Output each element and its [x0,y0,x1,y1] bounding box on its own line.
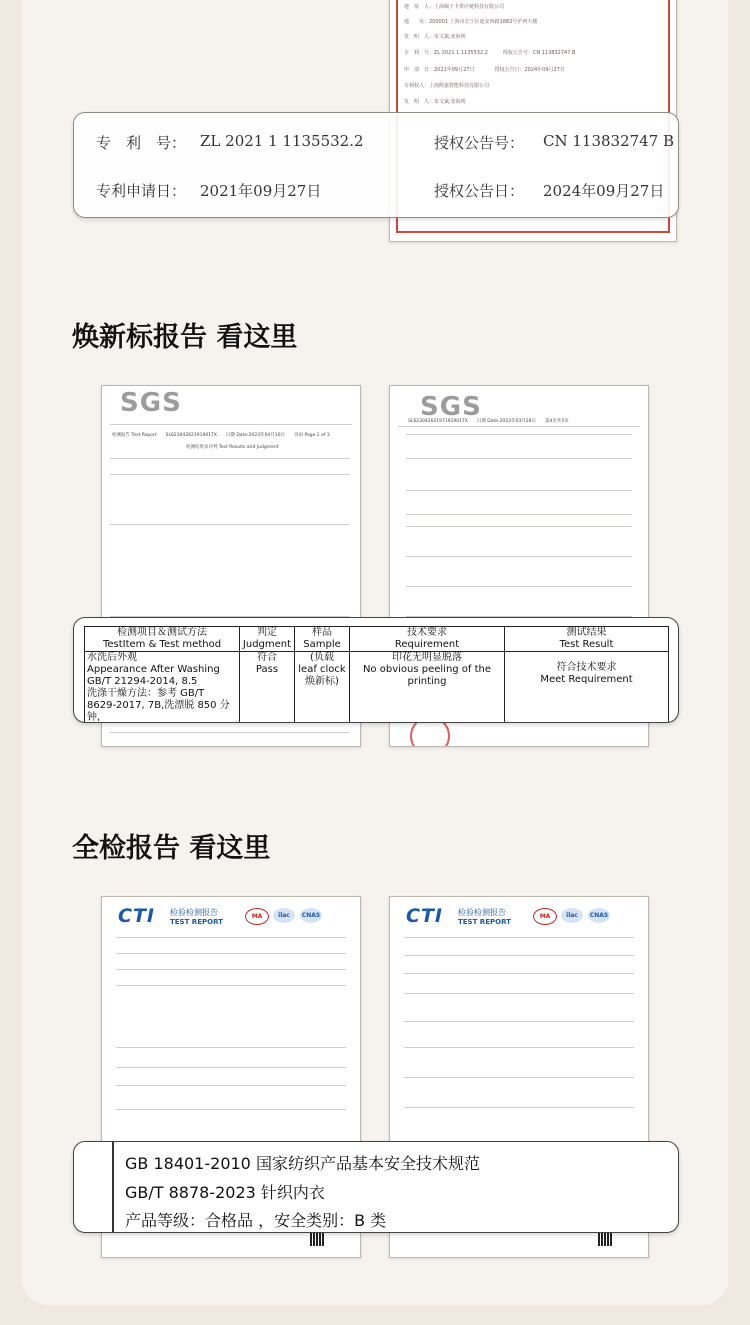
header-judgment: 判定 [257,627,277,638]
requirement-text: 印花无明显脱落 [392,652,462,663]
report-title-cn: 检验检测报告 [170,908,218,917]
header-item: 检测项目＆测试方法 [117,627,207,638]
grant-number-value: CN 113832747 B [543,132,675,150]
report-title-cn: 检验检测报告 [458,908,506,917]
cert-line: 专利权人：上海熙嘉智能科技有限公司 [404,83,490,89]
ilac-badge: ilac [561,908,583,923]
standard-line-2: GB/T 8878-2023 针织内衣 [125,1183,325,1202]
patent-number-label: 专 利 号： [96,134,187,152]
standard-line-3: 产品等级：合格品 ，安全类别：B 类 [125,1211,387,1230]
grant-number-label: 授权公告号： [434,134,525,152]
header-sample: 样品 [312,627,332,638]
header-requirement-en: Requirement [394,639,460,650]
report-title-en: TEST REPORT [170,918,223,926]
patent-number-value: ZL 2021 1 1135532.2 [200,132,364,150]
report-subheader: 检测结果及评判 Test Results and Judgment [186,445,279,450]
header-item-en: TestItem & Test method [102,639,222,650]
result-text: Meet Requirement [540,674,633,685]
table-divider [112,1142,114,1232]
standard-line-1: GB 18401-2010 国家纺织产品基本安全技术规范 [125,1154,480,1173]
report-title-en: TEST REPORT [458,918,511,926]
cma-badge: MA [245,908,269,925]
item-text: Appearance After Washing [87,664,220,675]
judgment-text: 符合 [257,652,277,663]
cert-line: 地 址：200001 上海市长宁区延安西路1882号沪西大楼 [404,19,538,25]
grant-date-label: 授权公告日： [434,182,525,200]
sample-text: (负载 [310,652,334,663]
apply-date-value: 2021年09月27日 [200,182,322,200]
requirement-text: No obvious peeling of the [362,664,492,675]
item-text: 水洗后外观 [87,652,137,663]
qr-code-icon [310,1232,324,1246]
cnas-badge: CNAS [300,908,322,923]
sgs-logo: SGS [420,392,482,422]
cert-line: 专 利 号：ZL 2021 1 1135532.2 授权公告号：CN 113832747 B [404,50,576,56]
apply-date-label: 专利申请日： [96,182,187,200]
report-header: 检测报告 Test Report SL62304262191901TX 日期 Date:2023年04月10日 页码 Page 2 of 3 [112,433,330,438]
result-text: 符合技术要求 [556,662,617,673]
cert-line: 地 址 人：上海佩子卡供应链科技有限公司 [404,4,505,10]
cert-line: 发 明 人：朱文斌;张海明 [404,99,466,105]
header-judgment-en: Judgment [242,639,292,650]
header-result: 测试结果 [566,627,607,638]
cert-line: 申 请 日：2021年09月27日 授权公告日：2024年09月27日 [404,67,565,73]
qr-code-icon [598,1232,612,1246]
header-sample-en: Sample [303,639,341,650]
sgs-logo: SGS [120,388,182,418]
header-result-en: Test Result [559,639,614,650]
item-text: 洗涤干燥方法：参考 GB/T [87,688,205,699]
section-title-label-report: 焕新标报告 看这里 [72,322,298,353]
cma-badge: MA [533,908,557,925]
cti-logo: CTI [118,905,155,927]
patent-info-box [73,112,679,218]
cert-line: 发 明 人：朱文斌;张海明 [404,34,466,40]
cnas-badge: CNAS [588,908,610,923]
standards-zoom-panel [73,1141,679,1233]
test-result-zoom-panel [73,617,679,723]
sample-text: leaf clock [298,664,346,675]
section-title-full-report: 全检报告 看这里 [72,833,271,864]
grant-date-value: 2024年09月27日 [543,182,665,200]
requirement-text: printing [407,676,447,687]
item-text: GB/T 21294-2014, 8.5 [87,676,198,687]
sample-text: 焕新标) [305,676,339,687]
judgment-text: Pass [255,664,279,675]
header-requirement: 技术要求 [407,627,447,638]
test-result-table [84,626,669,723]
ilac-badge: ilac [273,908,295,923]
report-header: SL62304262197191901TX 日期 Date:2023年03月28日 第4页共5页 [408,419,569,424]
cti-logo: CTI [406,905,443,927]
item-text: 8629-2017, 7B,洗漂脱 850 分钟, [87,700,230,723]
